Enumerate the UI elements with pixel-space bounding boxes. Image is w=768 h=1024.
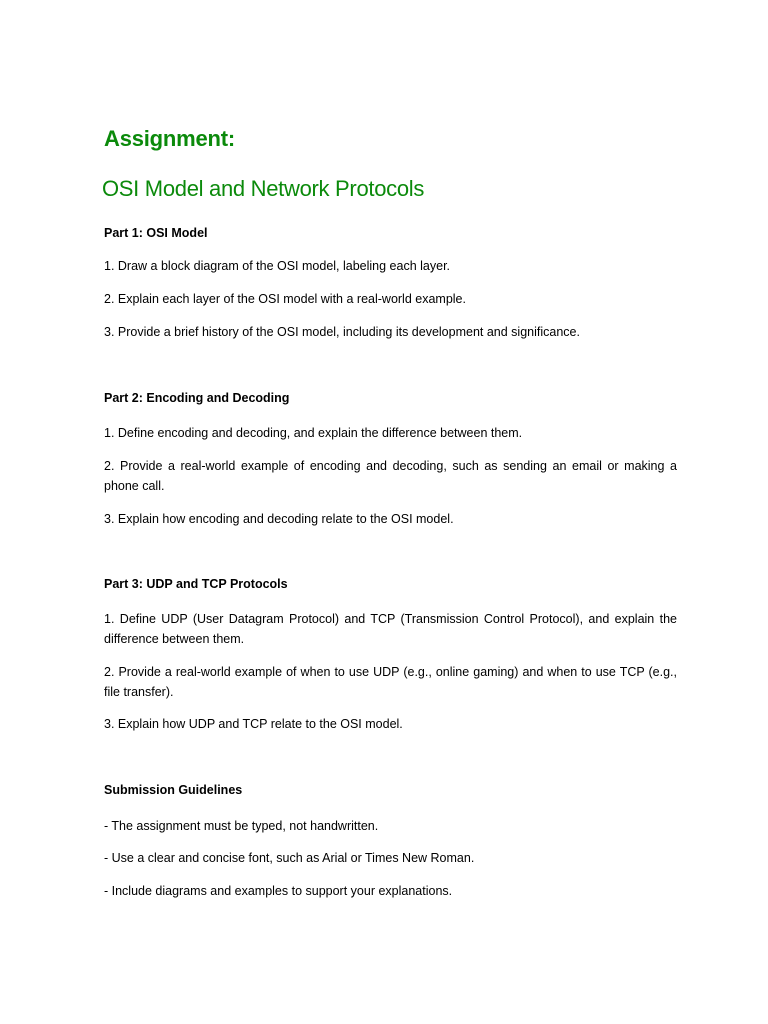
list-item: 3. Provide a brief history of the OSI model, including its development and significance. [104,325,580,339]
section-heading-part2: Part 2: Encoding and Decoding [104,391,290,405]
list-item: - Include diagrams and examples to support your explanations. [104,884,453,898]
section-heading-part1: Part 1: OSI Model [104,226,208,240]
list-item: 2. Provide a real-world example of encoding and decoding, such as sending an email or making a phone call. [104,459,677,493]
list-item: 1. Draw a block diagram of the OSI model, labeling each layer. [104,259,451,273]
list-item: 1. Define encoding and decoding, and explain the difference between them. [104,426,523,440]
assignment-title: Assignment: [104,126,236,151]
section-heading-part3: Part 3: UDP and TCP Protocols [104,577,288,591]
section-heading-submission: Submission Guidelines [104,783,243,797]
list-item: - Use a clear and concise font, such as Arial or Times New Roman. [104,851,475,865]
list-item: 2. Provide a real-world example of when to use UDP (e.g., online gaming) and when to use TCP (e.g., file transfer). [104,665,677,699]
list-item: 3. Explain how encoding and decoding relate to the OSI model. [104,512,454,526]
list-item: 3. Explain how UDP and TCP relate to the OSI model. [104,717,403,731]
list-item: - The assignment must be typed, not handwritten. [104,819,379,833]
document-title: OSI Model and Network Protocols [102,176,425,201]
list-item: 2. Explain each layer of the OSI model with a real-world example. [104,292,466,306]
list-item: 1. Define UDP (User Datagram Protocol) and TCP (Transmission Control Protocol), and explain the difference between them. [104,612,677,646]
